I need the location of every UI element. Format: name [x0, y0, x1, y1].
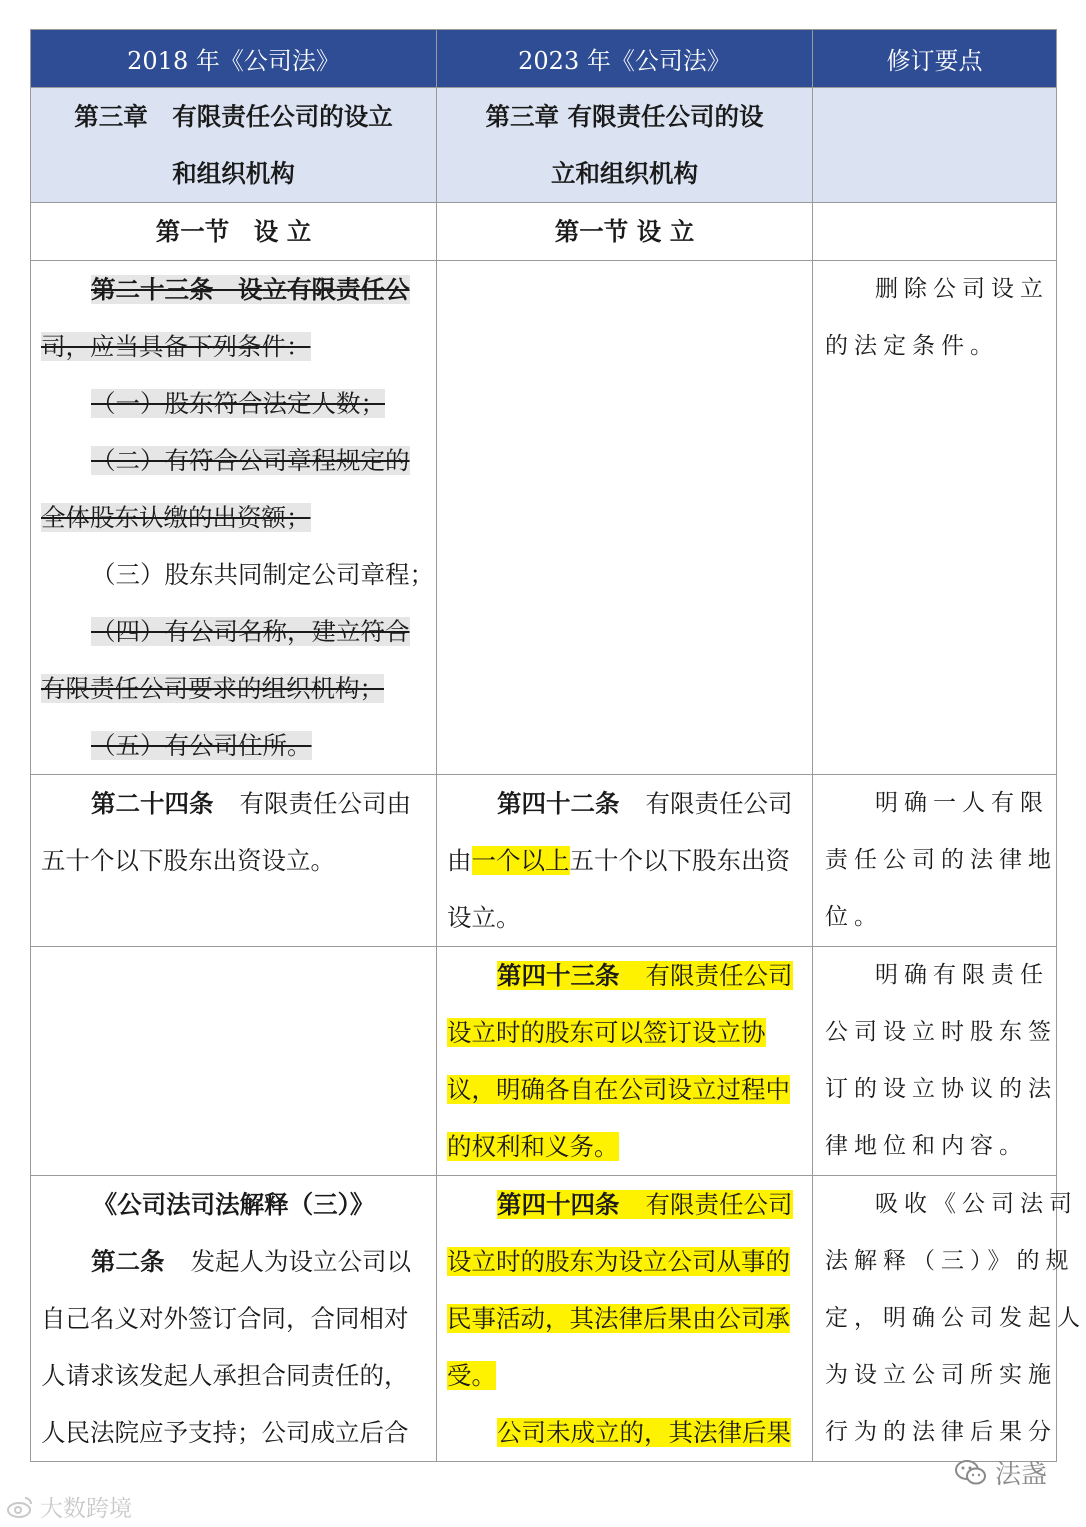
deleted-text: 司，应当具备下列条件： [41, 332, 311, 361]
note-article-43: 明确有限责任 公司设立时股东签 订的设立协议的法 律地位和内容。 [825, 962, 1057, 1159]
article-number: 第四十二条 [497, 789, 620, 818]
note-article-44: 吸收《公司法司 法解释（三）》的规 定，明确公司发起人 为设立公司所实施 行为的法律后果分 [825, 1191, 1086, 1445]
table-header-row [31, 30, 1057, 88]
interpretation-title: 《公司法司法解释（三）》 [92, 1190, 375, 1219]
chapter-old-line2: 和组织机构 [172, 159, 295, 188]
watermark-right-text: 法盏 [995, 1460, 1048, 1490]
highlighted-text: 公司未成立的，其法律后果 [497, 1418, 791, 1447]
chapter-old-line1: 第三章 有限责任公司的设立 [74, 102, 393, 131]
comparison-table [30, 29, 1086, 1462]
chapter-new-line2: 立和组织机构 [551, 159, 698, 188]
deleted-text: （五）有公司住所。 [91, 731, 312, 760]
header-notes: 修订要点 [813, 30, 1057, 88]
note-article-42: 明确一人有限 责任公司的法律地 位。 [825, 790, 1057, 930]
article-number: 第四十四条 [497, 1190, 620, 1219]
row-article-44 [31, 1176, 1057, 1462]
section-old: 第一节 设 立 [155, 217, 312, 246]
new-article-44: 第四十四条 有限责任公司 设立时的股东为设立公司从事的 民事活动，其法律后果由公司承 受。 公司未成立的，其法律后果 [447, 1190, 793, 1447]
deleted-text: 全体股东认缴的出资额； [41, 503, 311, 532]
old-article-24: 第二十四条 有限责任公司由 五十个以下股东出资设立。 [41, 789, 411, 875]
chapter-new-line1: 第三章 有限责任公司的设 [485, 102, 764, 131]
watermark-left-text: 大数跨境 [40, 1496, 132, 1522]
row-article-23 [31, 261, 1057, 775]
deleted-text: 第二十三条 设立有限责任公 [91, 275, 410, 304]
new-article-42: 第四十二条 有限责任公司 由一个以上五十个以下股东出资 设立。 [447, 789, 793, 932]
new-article-43: 第四十三条 有限责任公司 设立时的股东可以签订设立协 议，明确各自在公司设立过程中 的权利和义务。 [447, 961, 793, 1161]
highlighted-text: 设立时的股东可以签订设立协 [447, 1018, 766, 1047]
highlighted-text: 民事活动，其法律后果由公司承 [447, 1304, 790, 1333]
deleted-text: （四）有公司名称，建立符合 [91, 617, 410, 646]
section-new: 第一节 设 立 [554, 217, 695, 246]
article-number: 第二十四条 [91, 789, 214, 818]
header-2018: 2018 年《公司法》 [31, 30, 437, 88]
note-article-23: 删除公司设立 的法定条件。 [825, 276, 1049, 359]
watermark-right [955, 1454, 1047, 1491]
row-article-43 [31, 947, 1057, 1176]
row-article-24 [31, 775, 1057, 947]
header-2023: 2023 年《公司法》 [437, 30, 813, 88]
old-judicial-interpretation: 《公司法司法解释（三）》 第二条 发起人为设立公司以 自己名义对外签订合同，合同相对 人请求该发起人承担合同责任的， 人民法院应予支持；公司成立后合 [31, 1176, 436, 1461]
article-number: 第四十三条 [497, 961, 620, 990]
highlighted-text: 受。 [447, 1361, 496, 1390]
highlighted-text: 设立时的股东为设立公司从事的 [447, 1247, 790, 1276]
deleted-text: （一）股东符合法定人数； [91, 389, 385, 418]
old-article-23 [31, 261, 436, 774]
chapter-row [31, 88, 1057, 203]
weibo-icon [6, 1495, 34, 1519]
wechat-icon [955, 1459, 987, 1487]
deleted-text: （二）有符合公司章程规定的 [91, 446, 410, 475]
article-number: 第二条 [91, 1247, 165, 1276]
retained-text: （三）股东共同制定公司章程； [91, 560, 434, 589]
highlighted-text: 议，明确各自在公司设立过程中 [447, 1075, 790, 1104]
deleted-text: 有限责任公司要求的组织机构； [41, 674, 384, 703]
highlighted-text: 的权利和义务。 [447, 1132, 619, 1161]
section-row [31, 203, 1057, 261]
highlighted-text: 一个以上 [471, 846, 570, 875]
watermark-left [6, 1490, 132, 1523]
